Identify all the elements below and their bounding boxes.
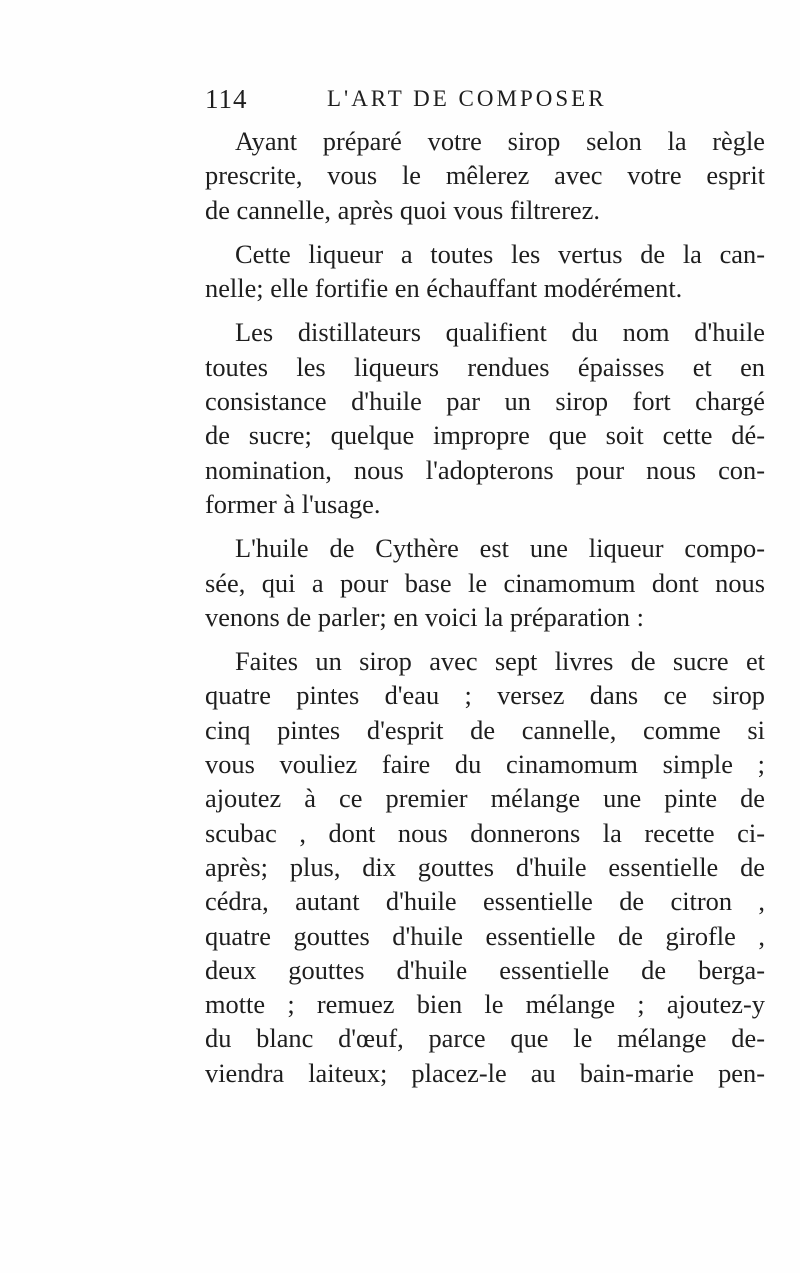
body-text <box>205 124 765 1100</box>
text-line: Faites un sirop avec sept livres de sucre et <box>235 646 765 677</box>
paragraph <box>205 124 765 227</box>
text-line: cinq pintes d'esprit de cannelle, comme si <box>205 714 765 745</box>
text-line: former à l'usage. <box>205 488 381 519</box>
text-line: de sucre; quelque impropre que soit cette dé- <box>205 420 765 451</box>
text-line: motte ; remuez bien le mélange ; ajoutez-y <box>205 989 765 1020</box>
text-line: sée, qui a pour base le cinamomum dont nous <box>205 567 765 598</box>
text-line: quatre gouttes d'huile essentielle de girofle , <box>205 920 765 951</box>
text-line: Cette liqueur a toutes les vertus de la can- <box>235 238 765 269</box>
text-line: nomination, nous l'adopterons pour nous con- <box>205 454 765 485</box>
text-line: cédra, autant d'huile essentielle de citron , <box>205 886 765 917</box>
text-line: nelle; elle fortifie en échauffant modérément. <box>205 273 683 304</box>
running-head <box>205 84 625 120</box>
paragraph <box>205 531 765 634</box>
text-line: L'huile de Cythère est une liqueur compo- <box>235 533 765 564</box>
page-number: 114 <box>205 84 248 114</box>
text-line: vous vouliez faire du cinamomum simple ; <box>205 749 765 780</box>
text-line: deux gouttes d'huile essentielle de berga- <box>205 954 765 985</box>
text-line: ajoutez à ce premier mélange une pinte de <box>205 783 765 814</box>
paragraph <box>205 237 765 306</box>
text-line: quatre pintes d'eau ; versez dans ce sirop <box>205 680 765 711</box>
text-line: toutes les liqueurs rendues épaisses et en <box>205 351 765 382</box>
text-line: scubac , dont nous donnerons la recette ci- <box>205 817 765 848</box>
text-line: de cannelle, après quoi vous filtrerez. <box>205 194 600 225</box>
text-line: après; plus, dix gouttes d'huile essentielle de <box>205 851 765 882</box>
text-line: prescrite, vous le mêlerez avec votre esprit <box>205 160 765 191</box>
text-line: Les distillateurs qualifient du nom d'huile <box>235 317 765 348</box>
text-line: du blanc d'œuf, parce que le mélange de- <box>205 1023 765 1054</box>
running-title: L'ART DE COMPOSER <box>327 86 607 111</box>
paragraph <box>205 644 765 1090</box>
text-line: viendra laiteux; placez-le au bain-marie pen- <box>205 1057 765 1088</box>
text-line: consistance d'huile par un sirop fort chargé <box>205 386 765 417</box>
text-line: venons de parler; en voici la préparation : <box>205 601 644 632</box>
text-line: Ayant préparé votre sirop selon la règle <box>235 126 765 156</box>
paragraph <box>205 315 765 521</box>
